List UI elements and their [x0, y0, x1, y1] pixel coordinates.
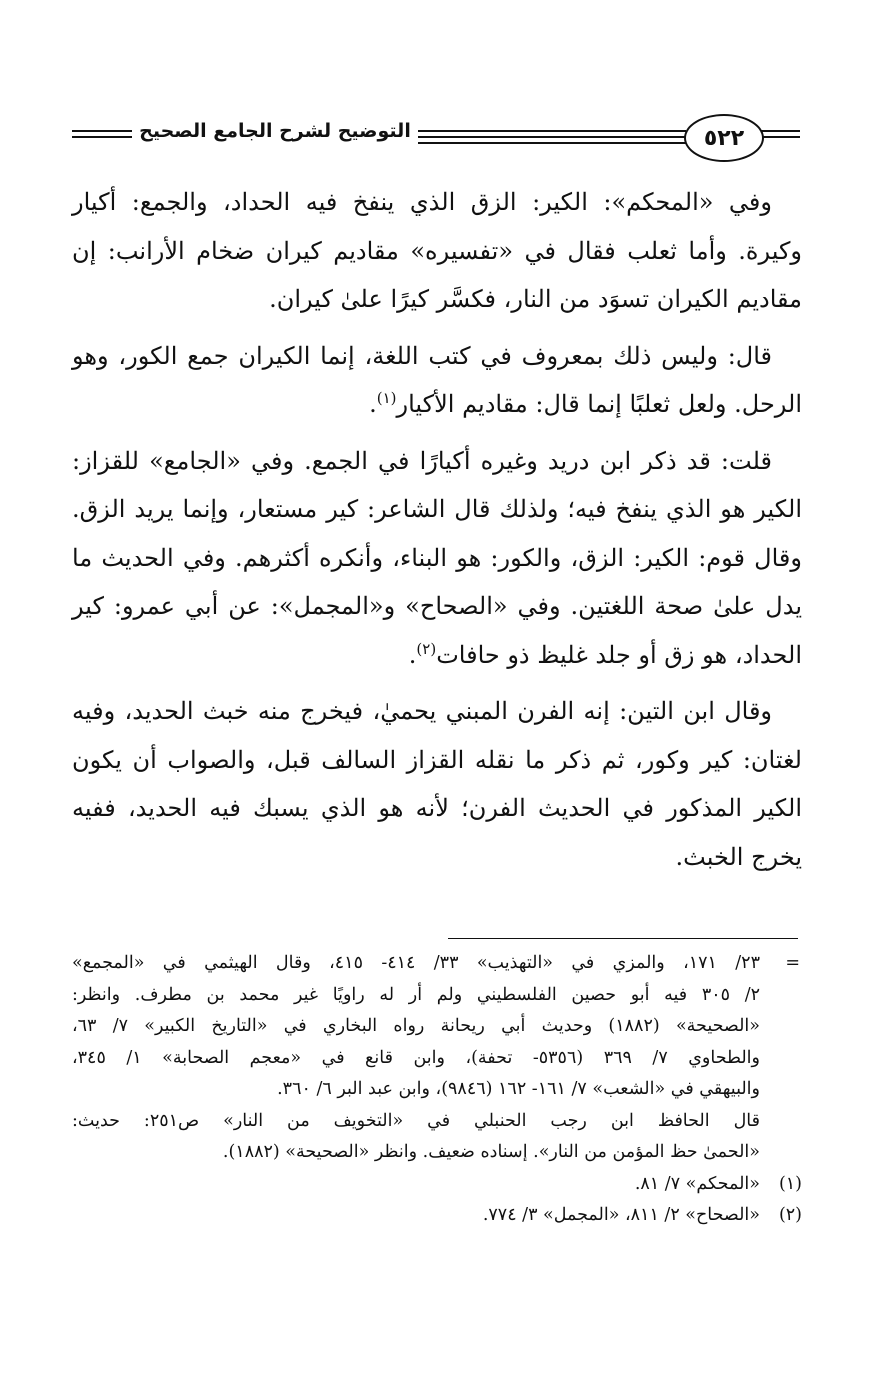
- header-rule: [758, 136, 800, 138]
- continuation-mark: =: [785, 953, 800, 973]
- footnote-line: ٢٣/ ١٧١، والمزي في «التهذيب» ٣٣/ ٤١٤- ٤١٥، وقال الهيثمي في «المجمع»: [72, 953, 760, 973]
- footnote-item: [72, 1169, 802, 1201]
- footnote-ref[interactable]: (٢): [416, 639, 437, 658]
- page-number: ٥٢٢: [684, 114, 764, 162]
- footnote-text: «المحكم» ٧/ ٨١.: [634, 1173, 760, 1194]
- footnote-line: والبيهقي في «الشعب» ٧/ ١٦١- ١٦٢ (٩٨٤٦)، وابن عبد البر ٦/ ٣٦٠.: [277, 1079, 760, 1099]
- header-rule: [418, 136, 686, 138]
- footnote-separator: [448, 938, 798, 939]
- paragraph-text: قال: وليس ذلك بمعروف في كتب اللغة، إنما الكيران جمع الكور، وهو الرحل. ولعل ثعلبًا إنما قال: مقاديم الأكيار: [72, 341, 802, 418]
- paragraph-end: .: [408, 640, 417, 669]
- header-rule: [418, 142, 686, 144]
- footnote-line: «الصحيحة» (١٨٨٢) وحديث أبي ريحانة رواه البخاري في «التاريخ الكبير» ٧/ ٦٣،: [72, 1016, 760, 1036]
- footnote-text: «الصحاح» ٢/ ٨١١، «المجمل» ٣/ ٧٧٤.: [482, 1205, 760, 1225]
- header-rule: [758, 130, 800, 132]
- footnote-item: [72, 1200, 802, 1232]
- paragraph-text: قلت: قد ذكر ابن دريد وغيره أكيارًا في الجمع. وفي «الجامع» للقزاز: الكير هو الذي ينفخ فيه؛ ولذلك قال الشاعر: كير مستعار، وإنما يريد الزق. وقال قوم: الكير: الزق، والكور: هو البناء، وأنكره أكثرهم. وفي الحديث ما يدل علىٰ صحة اللغتين. وفي «الصحاح» و«المجمل»: عن أبي عمرو: كير الحداد، هو زق أو جلد غليظ ذو حافات: [72, 446, 803, 669]
- paragraph: [72, 437, 802, 680]
- paragraph: وفي «المحكم»: الكير: الزق الذي ينفخ فيه الحداد، والجمع: أكيار وكيرة. وأما ثعلب فقال في «تفسيره» مقاديم كيران ضخام الأرانب: إن مقاديم الكيران تسوَد من النار، فكسَّر كيرًا علىٰ كيران.: [72, 188, 802, 313]
- paragraph: وقال ابن التين: إنه الفرن المبني يحميٰ، فيخرج منه خبث الحديد، وفيه لغتان: كير وكور، ثم ذكر ما نقله القزاز السالف قبل، والصواب أن يكون الكير المذكور في الحديث الفرن؛ لأنه هو الذي يسبك فيه الحديد، ففيه يخرج الخبث.: [72, 697, 802, 871]
- footnote-number: (١): [778, 1173, 802, 1194]
- footnote-line: «الحمىٰ حظ المؤمن من النار». إسناده ضعيف. وانظر «الصحيحة» (١٨٨٢).: [222, 1142, 760, 1162]
- paragraph-end: .: [369, 390, 377, 418]
- running-header: [72, 112, 800, 162]
- main-text: [72, 178, 802, 889]
- paragraph: [72, 332, 802, 429]
- header-rule: [72, 130, 132, 132]
- footnotes: [72, 948, 802, 1232]
- footnote-line: والطحاوي ٧/ ٣٦٩ (٥٣٥٦- تحفة)، وابن قانع في «معجم الصحابة» ١/ ٣٤٥،: [72, 1047, 760, 1068]
- footnote-ref[interactable]: (١): [376, 389, 397, 407]
- footnote-number: (٢): [778, 1205, 802, 1225]
- footnote-continuation: [72, 948, 802, 1169]
- header-title: التوضيح لشرح الجامع الصحيح: [132, 120, 418, 142]
- header-rule: [418, 130, 686, 132]
- footnote-line: قال الحافظ ابن رجب الحنبلي في «التخويف من النار» ص٢٥١: حديث:: [72, 1110, 760, 1131]
- header-rule: [72, 136, 132, 138]
- footnote-line: ٢/ ٣٠٥ فيه أبو حصين الفلسطيني ولم أر له راويًا غير محمد بن مطرف. وانظر:: [72, 984, 760, 1005]
